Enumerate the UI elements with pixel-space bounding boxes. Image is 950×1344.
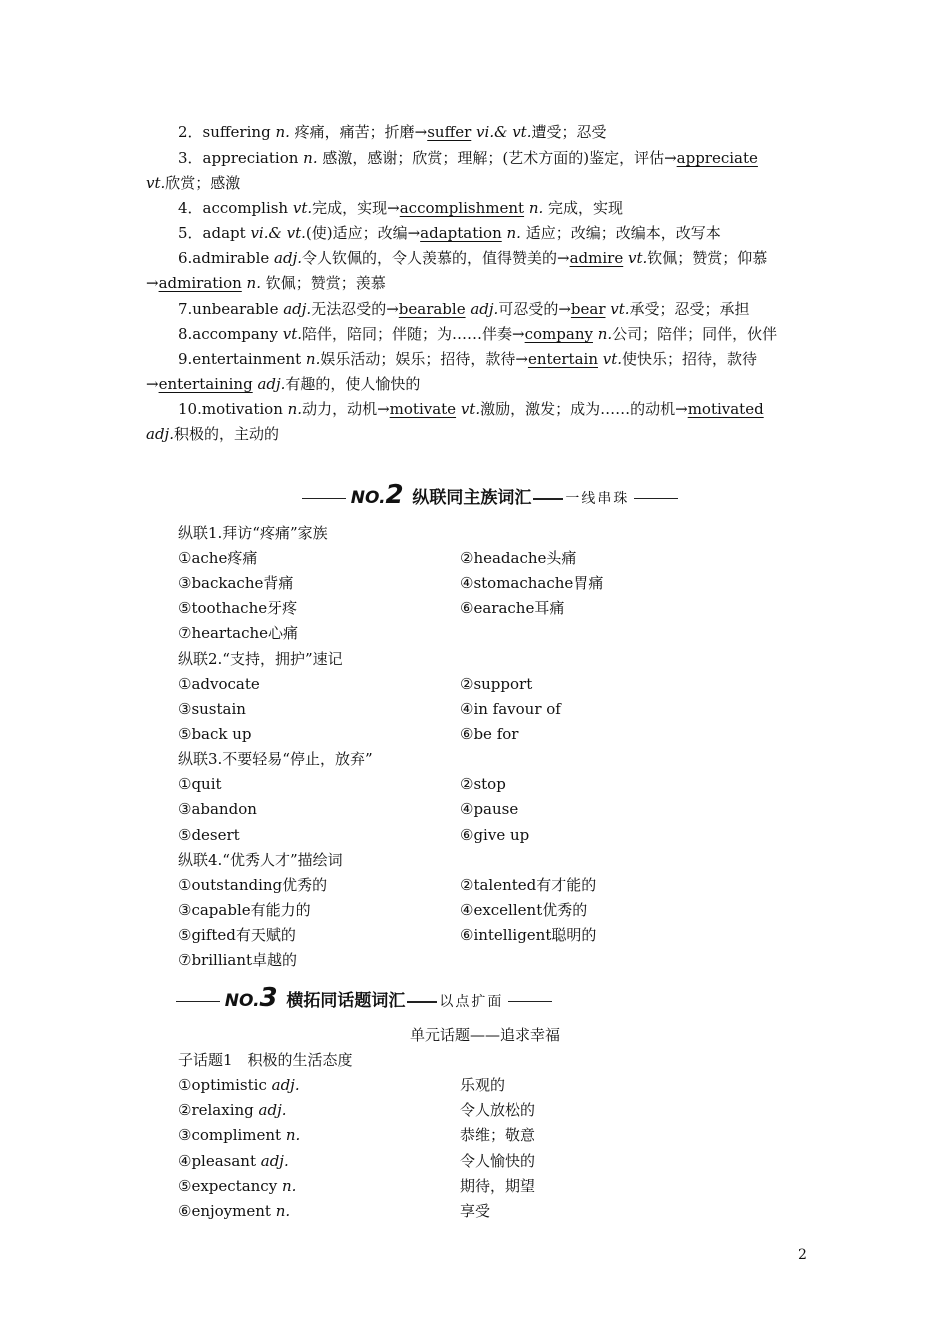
pos-label: n. <box>281 1177 297 1195</box>
header-rule <box>508 1001 552 1002</box>
group-item: ⑥be for <box>460 725 519 743</box>
header-rule <box>176 1001 220 1002</box>
group-item: ③capable有能力的 <box>178 901 311 919</box>
vocab-item-continued <box>146 373 420 395</box>
pos-label: adj. <box>274 249 303 267</box>
pos-label: vt. <box>292 199 313 217</box>
vocab-item <box>178 222 721 244</box>
pos-label: n. <box>305 350 321 368</box>
group-item: ①outstanding优秀的 <box>178 876 328 894</box>
group-item: ④pause <box>460 800 519 818</box>
vocab-item-continued <box>146 272 386 294</box>
vocab-item <box>178 398 764 420</box>
pos-label: adj. <box>260 1152 289 1170</box>
vocab-meaning: 娱乐活动；娱乐；招待，款待→ <box>320 350 528 368</box>
vocab-meaning: (使)适应；改编→ <box>305 224 421 242</box>
section-2-header <box>302 480 678 510</box>
pos-label: n. <box>241 274 261 292</box>
group-item: ③sustain <box>178 700 246 718</box>
vocab-meaning: 钦佩；赞赏；羡慕 <box>260 274 386 292</box>
word: ⑤expectancy <box>178 1177 282 1195</box>
derived-word: bearable <box>398 300 466 318</box>
word: ①optimistic <box>178 1076 272 1094</box>
vocab-word: 4．accomplish <box>178 199 293 217</box>
group-item: ②stop <box>460 775 506 793</box>
word: ②relaxing <box>178 1101 259 1119</box>
pos-label: vi.& vt. <box>471 123 532 141</box>
vocab-meaning: 欣赏；感激 <box>165 174 241 192</box>
header-rule <box>302 498 346 499</box>
subtopic-title: 子话题1 积极的生活态度 <box>178 1051 353 1069</box>
topic-meaning: 令人愉快的 <box>460 1152 536 1170</box>
pos-label: n. <box>501 224 521 242</box>
topic-meaning: 享受 <box>460 1202 491 1220</box>
group-item: ⑥give up <box>460 826 530 844</box>
group-title: 纵联2.“支持，拥护”速记 <box>178 650 343 668</box>
page-number: 2 <box>798 1247 807 1263</box>
group-item: ⑤gifted有天赋的 <box>178 926 296 944</box>
group-item: ④stomachache胃痛 <box>460 574 604 592</box>
section-subtitle: 以点扩面 <box>439 994 504 1010</box>
group-item: ⑤toothache牙疼 <box>178 599 298 617</box>
word: ④pleasant <box>178 1152 261 1170</box>
vocab-item-continued <box>146 423 279 445</box>
vocab-meaning: 可忍受的→ <box>498 300 571 318</box>
pos-label: vt. <box>456 400 481 418</box>
pos-label: adj. <box>283 300 312 318</box>
vocab-word: 2．suffering <box>178 123 276 141</box>
group-item: ⑦heartache心痛 <box>178 624 299 642</box>
section-3-header <box>176 983 552 1013</box>
group-item: ④in favour of <box>460 700 561 718</box>
vocab-meaning: 使快乐；招待，款待 <box>622 350 758 368</box>
group-item: ⑥intelligent聪明的 <box>460 926 597 944</box>
pos-label: vt. <box>282 325 303 343</box>
derived-word: admire <box>569 249 624 267</box>
header-rule <box>634 498 678 499</box>
vocab-word: 10.motivation <box>178 400 288 418</box>
vocab-item <box>178 121 607 143</box>
vocab-meaning: 感激，感谢；欣赏；理解；(艺术方面的)鉴定，评估→ <box>317 149 677 167</box>
group-item: ②talented有才能的 <box>460 876 597 894</box>
pos-label: adj. <box>271 1076 300 1094</box>
group-item: ①ache疼痛 <box>178 549 258 567</box>
section-title: 纵联同主族词汇 <box>412 488 532 508</box>
pos-label: n. <box>287 400 303 418</box>
derived-word: accomplishment <box>399 199 525 217</box>
topic-meaning: 乐观的 <box>460 1076 506 1094</box>
topic-word <box>178 1175 296 1197</box>
pos-label: vt. <box>623 249 648 267</box>
vocab-item <box>178 247 767 269</box>
pos-label: vi.& vt. <box>250 224 306 242</box>
vocab-meaning: 动力，动机→ <box>302 400 390 418</box>
vocab-meaning: 完成，实现 <box>543 199 624 217</box>
group-item: ①advocate <box>178 675 260 693</box>
vocab-item <box>178 323 777 345</box>
derived-word: suffer <box>427 123 472 141</box>
vocab-meaning: 有趣的，使人愉快的 <box>285 375 421 393</box>
vocab-word: 6.admirable <box>178 249 275 267</box>
group-item: ③backache背痛 <box>178 574 294 592</box>
pos-label: vt. <box>605 300 630 318</box>
vocab-item <box>178 147 758 169</box>
header-dash <box>407 1001 437 1003</box>
derived-word: motivate <box>389 400 457 418</box>
vocab-meaning: 疼痛，痛苦；折磨→ <box>289 123 428 141</box>
section-no-label: NO. <box>224 991 260 1011</box>
derived-word: entertain <box>527 350 598 368</box>
vocab-meaning: 令人钦佩的，令人羡慕的，值得赞美的→ <box>302 249 570 267</box>
section-title: 横拓同话题词汇 <box>286 991 406 1011</box>
group-item: ⑤back up <box>178 725 252 743</box>
group-item: ⑥earache耳痛 <box>460 599 565 617</box>
vocab-word: 3．appreciation <box>178 149 304 167</box>
vocab-item <box>178 298 750 320</box>
group-item: ②support <box>460 675 533 693</box>
group-title: 纵联3.不要轻易“停止，放弃” <box>178 750 373 768</box>
vocab-word: 7.unbearable <box>178 300 284 318</box>
header-dash <box>533 498 563 500</box>
pos-label: n. <box>285 1126 301 1144</box>
arrow: → <box>146 375 159 393</box>
section-no-label: NO. <box>350 488 386 508</box>
group-item: ④excellent优秀的 <box>460 901 588 919</box>
vocab-meaning: 钦佩；赞赏；仰慕 <box>647 249 768 267</box>
vocab-word: 5．adapt <box>178 224 251 242</box>
section-number: 3 <box>259 983 278 1013</box>
vocab-meaning: 遭受；忍受 <box>531 123 607 141</box>
topic-meaning: 期待，期望 <box>460 1177 536 1195</box>
pos-label: adj. <box>146 425 174 443</box>
derived-word: entertaining <box>158 375 253 393</box>
pos-label: adj. <box>465 300 499 318</box>
pos-label: n. <box>275 1202 291 1220</box>
pos-label: adj. <box>258 1101 287 1119</box>
group-item: ②headache头痛 <box>460 549 577 567</box>
word: ③compliment <box>178 1126 286 1144</box>
arrow: → <box>146 274 159 292</box>
derived-word: company <box>524 325 593 343</box>
pos-label: vt. <box>597 350 623 368</box>
vocab-word: 9.entertainment <box>178 350 306 368</box>
unit-topic: 单元话题——追求幸福 <box>410 1026 561 1044</box>
group-item: ③abandon <box>178 800 257 818</box>
group-item: ⑦brilliant卓越的 <box>178 951 298 969</box>
group-title: 纵联4.“优秀人才”描绘词 <box>178 851 343 869</box>
word: ⑥enjoyment <box>178 1202 276 1220</box>
topic-word <box>178 1150 289 1172</box>
topic-word <box>178 1124 300 1146</box>
topic-word <box>178 1074 300 1096</box>
pos-label: adj. <box>252 375 286 393</box>
pos-label: n. <box>303 149 318 167</box>
vocab-meaning: 适应；改编；改编本，改写本 <box>520 224 721 242</box>
pos-label: vt. <box>146 174 166 192</box>
pos-label: n. <box>592 325 613 343</box>
vocab-meaning: 积极的，主动的 <box>173 425 279 443</box>
group-item: ⑤desert <box>178 826 240 844</box>
vocab-meaning: 无法忍受的→ <box>311 300 399 318</box>
topic-word <box>178 1099 287 1121</box>
vocab-meaning: 激励，激发；成为……的动机→ <box>480 400 688 418</box>
group-item: ①quit <box>178 775 222 793</box>
derived-word: admiration <box>158 274 242 292</box>
section-number: 2 <box>385 480 404 510</box>
vocab-meaning: 公司；陪伴；同伴，伙伴 <box>612 325 778 343</box>
vocab-item <box>178 197 623 219</box>
vocab-item-continued <box>146 172 240 194</box>
derived-word: motivated <box>687 400 764 418</box>
vocab-word: 8.accompany <box>178 325 283 343</box>
topic-meaning: 恭维；敬意 <box>460 1126 536 1144</box>
derived-word: adaptation <box>420 224 502 242</box>
group-title: 纵联1.拜访“疼痛”家族 <box>178 524 328 542</box>
section-subtitle: 一线串珠 <box>565 491 630 507</box>
pos-label: n. <box>524 199 544 217</box>
pos-label: n. <box>275 123 290 141</box>
derived-word: appreciate <box>676 149 758 167</box>
derived-word: bear <box>570 300 606 318</box>
vocab-item <box>178 348 757 370</box>
vocab-meaning: 陪伴，陪同；伴随；为……伴奏→ <box>302 325 525 343</box>
vocab-meaning: 完成，实现→ <box>312 199 400 217</box>
topic-word <box>178 1200 290 1222</box>
vocab-meaning: 承受；忍受；承担 <box>629 300 750 318</box>
topic-meaning: 令人放松的 <box>460 1101 536 1119</box>
